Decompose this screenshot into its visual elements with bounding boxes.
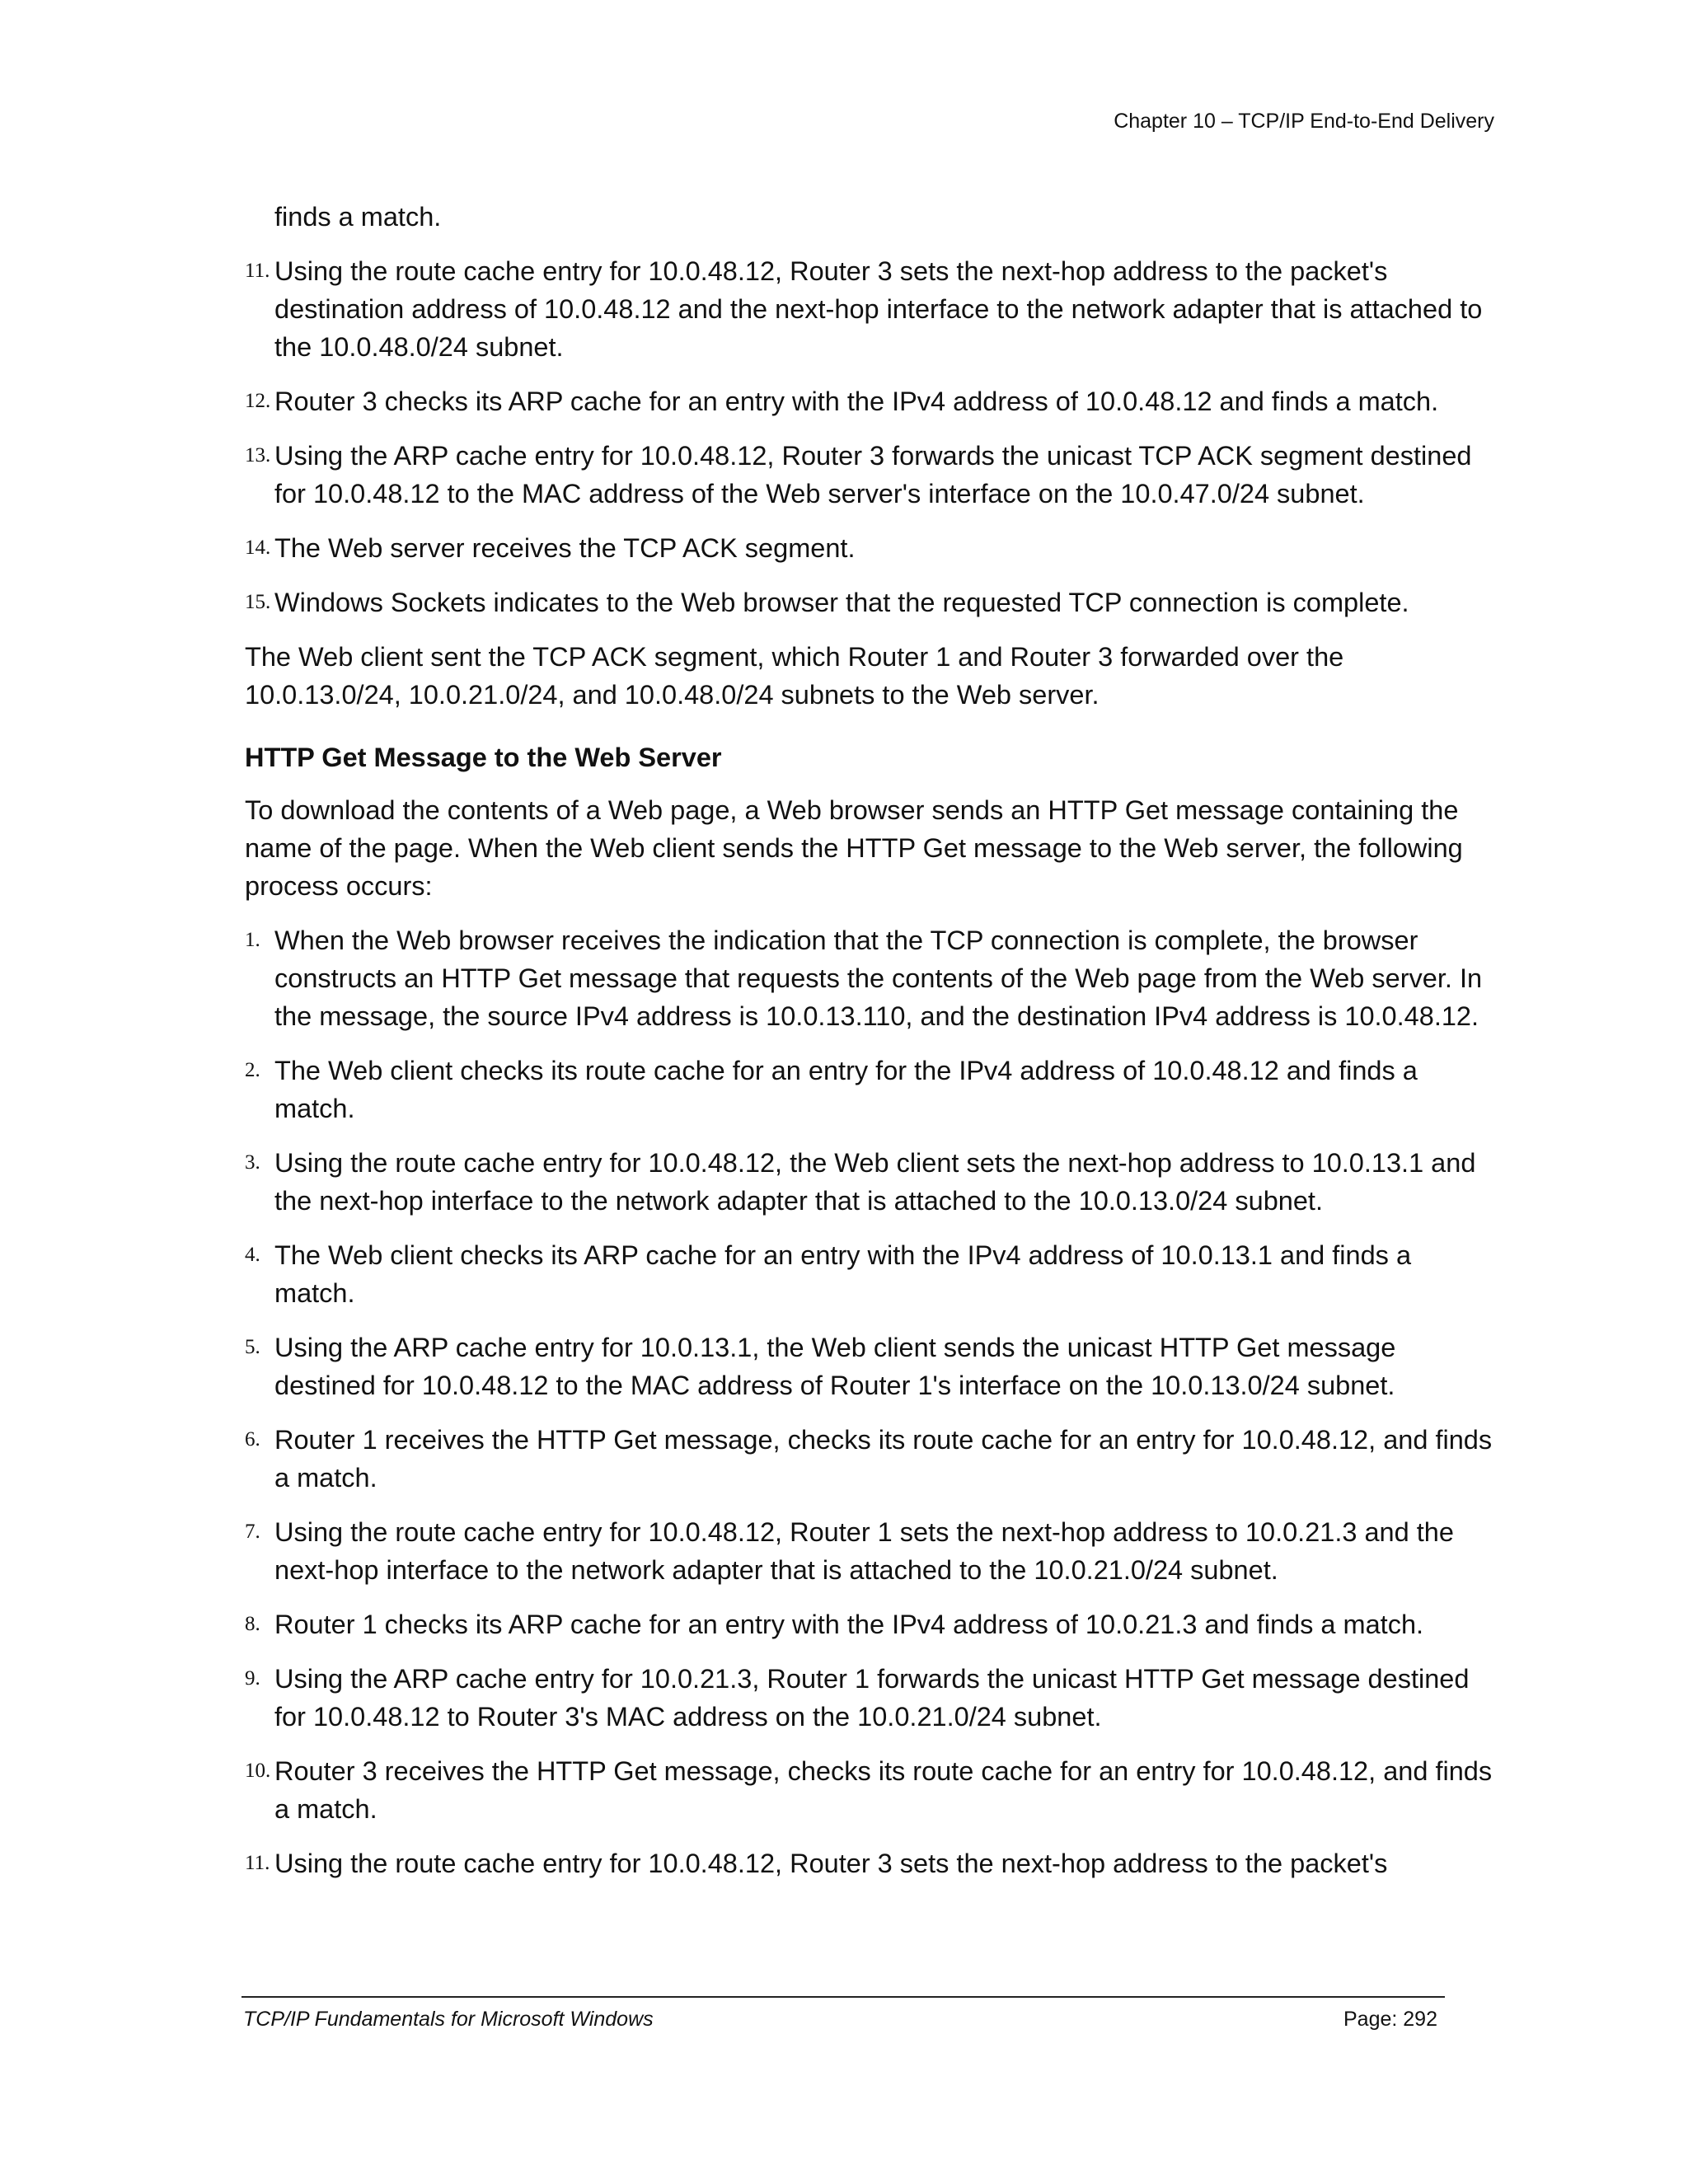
list-item <box>245 1605 1498 1643</box>
list-item-text: Windows Sockets indicates to the Web browser that the requested TCP connection is complete. <box>274 588 1409 617</box>
footer-page-number: Page: 292 <box>1343 2008 1437 2031</box>
list-number: 11. <box>245 1852 270 1874</box>
list-number: 3. <box>245 1151 260 1174</box>
list-item-text: Router 1 checks its ARP cache for an entry with the IPv4 address of 10.0.21.3 and finds a match. <box>274 1610 1424 1639</box>
list-number: 2. <box>245 1059 260 1081</box>
list-item <box>245 1236 1498 1312</box>
list-number: 1. <box>245 929 260 951</box>
list-item <box>245 1144 1498 1220</box>
summary-paragraph: The Web client sent the TCP ACK segment, which Router 1 and Router 3 forwarded over the 10.0.13.0/24, 10.0.21.0/24, and 10.0.48.0/24 subnets to the Web server. <box>245 642 1344 710</box>
list-item-text: Router 3 checks its ARP cache for an entry with the IPv4 address of 10.0.48.12 and finds a match. <box>274 387 1439 416</box>
list-item-text: Router 1 receives the HTTP Get message, checks its route cache for an entry for 10.0.48.12, and finds a match. <box>274 1425 1493 1493</box>
list-item-text: Using the route cache entry for 10.0.48.12, Router 3 sets the next-hop address to the packet's <box>274 1849 1388 1878</box>
list-item <box>245 583 1498 621</box>
list-item-text: Using the ARP cache entry for 10.0.48.12, Router 3 forwards the unicast TCP ACK segment destined for 10.0.48.12 to the MAC address of the Web server's interface on the 10.0.47.0/24 subnet. <box>274 441 1472 509</box>
list-item-text: The Web client checks its route cache for an entry for the IPv4 address of 10.0.48.12 and finds a match. <box>274 1056 1418 1123</box>
ordered-list-tcp-ack <box>245 252 1498 621</box>
list-item <box>245 382 1498 420</box>
list-number: 15. <box>245 591 271 613</box>
list-item-text: The Web server receives the TCP ACK segment. <box>274 533 856 563</box>
list-number: 4. <box>245 1244 260 1266</box>
continued-list-text: finds a match. <box>274 202 442 232</box>
list-item <box>245 921 1498 1035</box>
list-number: 8. <box>245 1613 260 1635</box>
list-item <box>245 1660 1498 1736</box>
running-header: Chapter 10 – TCP/IP End-to-End Delivery <box>1114 110 1494 133</box>
footer-book-title: TCP/IP Fundamentals for Microsoft Windows <box>243 2008 654 2031</box>
list-item <box>245 1844 1498 1882</box>
list-item <box>245 437 1498 513</box>
intro-paragraph: To download the contents of a Web page, a Web browser sends an HTTP Get message containing the name of the page. When the Web client sends the HTTP Get message to the Web server, the following process occurs: <box>245 795 1463 901</box>
list-number: 7. <box>245 1521 260 1543</box>
list-item-text: Using the ARP cache entry for 10.0.13.1, the Web client sends the unicast HTTP Get message destined for 10.0.48.12 to the MAC address of Router 1's interface on the 10.0.13.0/24 subnet. <box>274 1333 1396 1400</box>
list-item-text: When the Web browser receives the indication that the TCP connection is complete, the browser constructs an HTTP Get message that requests the contents of the Web page from the Web server. In the message, the source IPv4 address is 10.0.13.110, and the destination IPv4 address is 10.0.48.12. <box>274 926 1483 1031</box>
list-number: 13. <box>245 444 271 466</box>
page-body <box>245 198 1498 1899</box>
list-number: 6. <box>245 1428 260 1451</box>
list-item-text: Router 3 receives the HTTP Get message, checks its route cache for an entry for 10.0.48.12, and finds a match. <box>274 1756 1493 1824</box>
list-item <box>245 252 1498 366</box>
list-number: 11. <box>245 260 270 282</box>
footer-divider <box>241 1996 1445 1998</box>
ordered-list-http-get <box>245 921 1498 1882</box>
list-item <box>245 1329 1498 1404</box>
list-item-text: The Web client checks its ARP cache for an entry with the IPv4 address of 10.0.13.1 and finds a match. <box>274 1240 1412 1308</box>
section-heading: HTTP Get Message to the Web Server <box>245 743 722 772</box>
list-number: 14. <box>245 537 271 559</box>
list-item-text: Using the route cache entry for 10.0.48.12, the Web client sets the next-hop address to 10.0.13.1 and the next-hop interface to the network adapter that is attached to the 10.0.13.0/24 subnet. <box>274 1148 1476 1216</box>
list-number: 10. <box>245 1760 271 1782</box>
list-item <box>245 1421 1498 1497</box>
list-item-text: Using the route cache entry for 10.0.48.12, Router 1 sets the next-hop address to 10.0.21.3 and the next-hop interface to the network adapter that is attached to the 10.0.21.0/24 subnet. <box>274 1517 1454 1585</box>
list-item <box>245 1752 1498 1828</box>
list-item <box>245 529 1498 567</box>
list-item <box>245 1052 1498 1127</box>
list-item-text: Using the ARP cache entry for 10.0.21.3, Router 1 forwards the unicast HTTP Get message destined for 10.0.48.12 to Router 3's MAC address on the 10.0.21.0/24 subnet. <box>274 1664 1470 1732</box>
list-number: 5. <box>245 1336 260 1358</box>
list-number: 12. <box>245 390 271 412</box>
list-number: 9. <box>245 1667 260 1690</box>
list-item-text: Using the route cache entry for 10.0.48.12, Router 3 sets the next-hop address to the packet's destination address of 10.0.48.12 and the next-hop interface to the network adapter that is attached to the 10.0.48.0/24 subnet. <box>274 256 1483 362</box>
list-item <box>245 1513 1498 1589</box>
